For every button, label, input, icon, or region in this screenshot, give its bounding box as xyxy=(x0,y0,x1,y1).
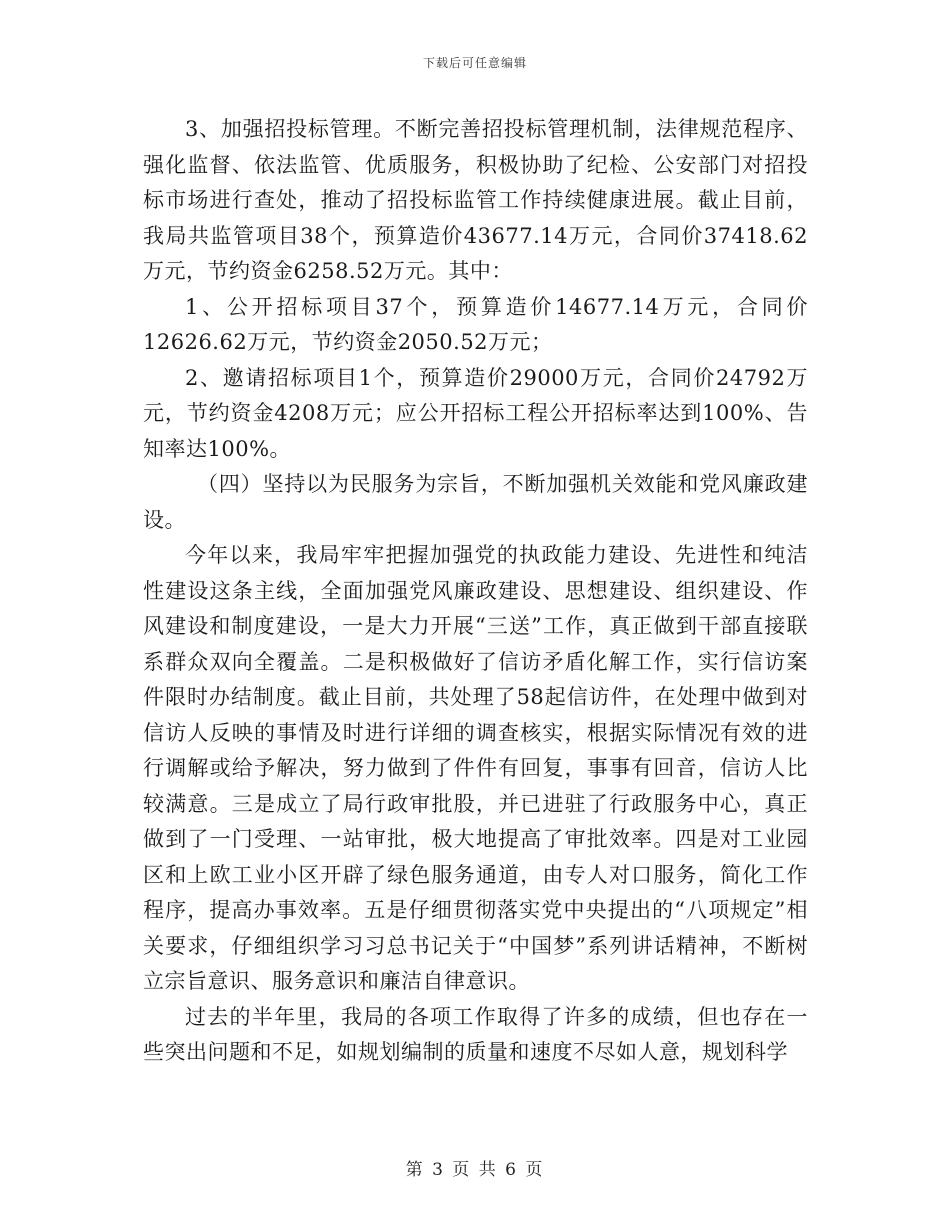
section-heading-service: （四）坚持以为民服务为宗旨，不断加强机关效能和党风廉政建设。 xyxy=(143,472,808,532)
paragraph-shortcomings: 过去的半年里，我局的各项工作取得了许多的成绩，但也存在一些突出问题和不足，如规划编制的质量和速度不尽如人意，规划科学 xyxy=(143,1004,808,1064)
page-header-note: 下载后可任意编辑 xyxy=(422,56,527,70)
page-number-footer: 第 3 页 共 6 页 xyxy=(405,1160,545,1180)
paragraph-bidding-management: 3、加强招投标管理。不断完善招投标管理机制，法律规范程序、强化监督、依法监管、优质服务，积极协助了纪检、公安部门对招投标市场进行查处，推动了招投标监管工作持续健康进展。截止目前，我局共监管项目38个，预算造价43677.14万元，合同价37418.62万元，节约资金6258.52万元。其中： xyxy=(143,117,808,283)
paragraph-party-building: 今年以来，我局牢牢把握加强党的执政能力建设、先进性和纯洁性建设这条主线，全面加强党风廉政建设、思想建设、组织建设、作风建设和制度建设，一是大力开展“三送”工作，真正做到干部直接联系群众双向全覆盖。二是积极做好了信访矛盾化解工作，实行信访案件限时办结制度。截止目前，共处理了58起信访件，在处理中做到对信访人反映的事情及时进行详细的调查核实，根据实际情况有效的进行调解或给予解决，努力做到了件件有回复，事事有回音，信访人比较满意。三是成立了局行政审批股，并已进驻了行政服务中心，真正做到了一门受理、一站审批，极大地提高了审批效率。四是对工业园区和上欧工业小区开辟了绿色服务通道，由专人对口服务，简化工作程序，提高办事效率。五是仔细贯彻落实党中央提出的“八项规定”相关要求，仔细组织学习习总书记关于“中国梦”系列讲话精神，不断树立宗旨意识、服务意识和廉洁自律意识。 xyxy=(143,543,808,993)
paragraph-public-bidding: 1、公开招标项目37个，预算造价14677.14万元，合同价12626.62万元，节约资金2050.52万元； xyxy=(143,294,808,354)
document-body xyxy=(143,112,808,1071)
paragraph-invited-bidding: 2、邀请招标项目1个，预算造价29000万元，合同价24792万元，节约资金4208万元；应公开招标工程公开招标率达到100%、告知率达100%。 xyxy=(143,365,808,461)
